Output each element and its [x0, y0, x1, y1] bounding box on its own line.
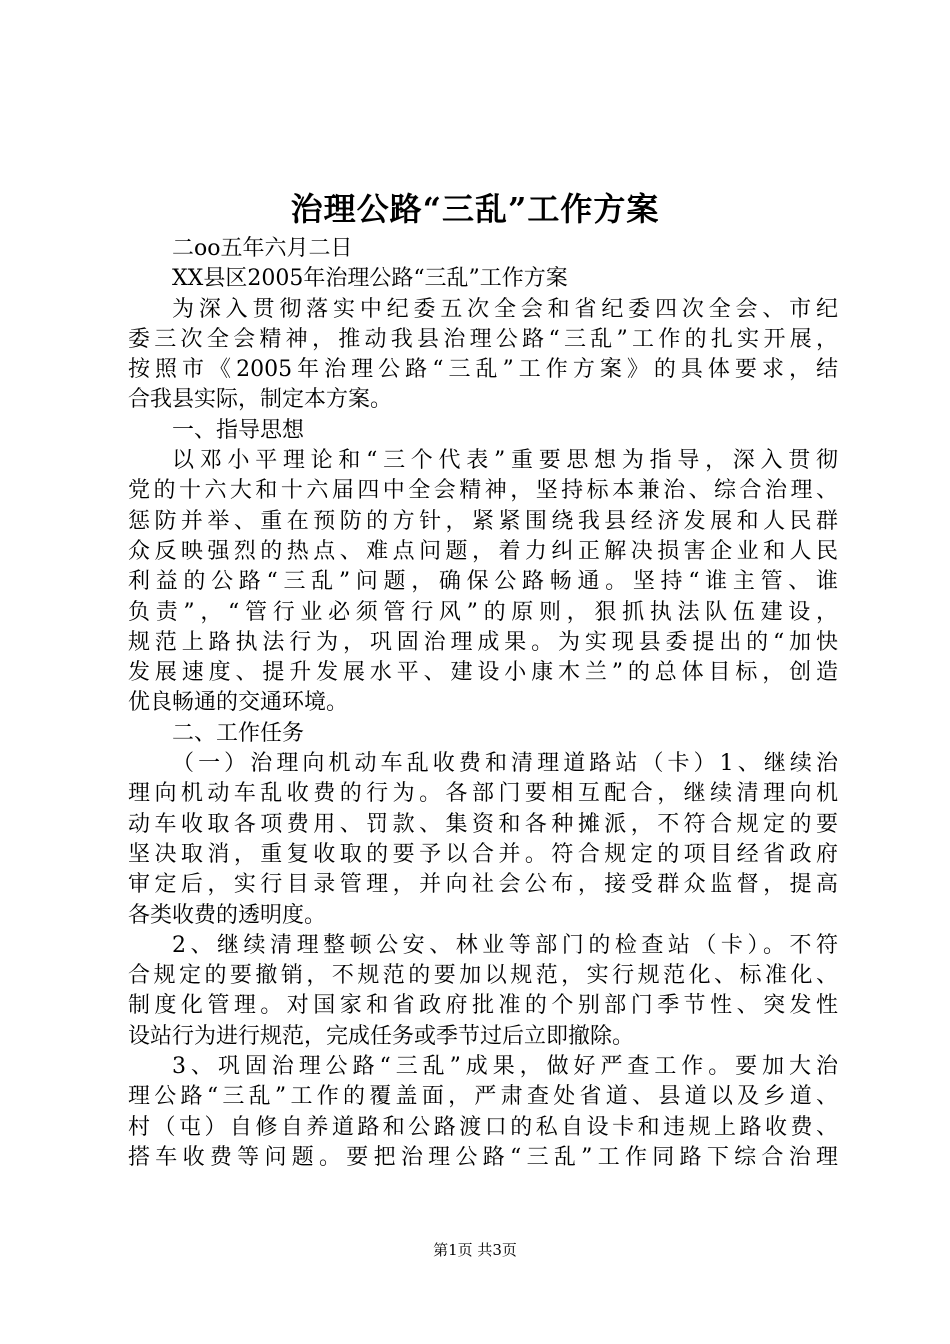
text-line: 2、继续清理整顿公安、林业等部门的检查站（卡）。不符 [172, 932, 838, 958]
text-line: 搭车收费等问题。要把治理公路“三乱”工作同路下综合治理 [128, 1144, 838, 1170]
text-line: 优良畅通的交通环境。 [128, 690, 349, 716]
document-body [128, 234, 838, 1173]
text-line: 3、巩固治理公路“三乱”成果，做好严查工作。要加大治 [172, 1054, 838, 1080]
text-line: 二oo五年六月二日 [172, 236, 353, 261]
text-line: 按照市《2005年治理公路“三乱”工作方案》的具体要求，结 [128, 357, 838, 383]
text-line: 负责”，“管行业必须管行风”的原则，狠抓执法队伍建设， [128, 599, 838, 625]
text-line: 制度化管理。对国家和省政府批准的个别部门季节性、突发性 [128, 993, 838, 1019]
text-line: XX县区2005年治理公路“三乱”工作方案 [172, 266, 568, 292]
text-line: 动车收取各项费用、罚款、集资和各种摊派，不符合规定的要 [128, 811, 838, 837]
text-line: 理公路“三乱”工作的覆盖面，严肃查处省道、县道以及乡道、 [128, 1084, 838, 1110]
text-line: 规范上路执法行为，巩固治理成果。为实现县委提出的“加快 [128, 629, 838, 655]
text-line: 众反映强烈的热点、难点问题，着力纠正解决损害企业和人民 [128, 538, 838, 564]
text-line: 为深入贯彻落实中纪委五次全会和省纪委四次全会、市纪 [172, 296, 838, 322]
text-line: 审定后，实行目录管理，并向社会公布，接受群众监督，提高 [128, 872, 838, 898]
text-line: 发展速度、提升发展水平、建设小康木兰”的总体目标，创造 [128, 660, 838, 686]
text-line: 设站行为进行规范，完成任务或季节过后立即撤除。 [128, 1023, 635, 1049]
text-line: 一、指导思想 [172, 417, 305, 443]
text-line: 各类收费的透明度。 [128, 902, 327, 928]
text-line: 二、工作任务 [172, 720, 305, 746]
text-line: 利益的公路“三乱”问题，确保公路畅通。坚持“谁主管、谁 [128, 569, 838, 595]
text-line: 村（屯）自修自养道路和公路渡口的私自设卡和违规上路收费、 [128, 1114, 838, 1140]
page-number: 第1页 共3页 [433, 1241, 517, 1259]
text-line: 合我县实际，制定本方案。 [128, 387, 393, 413]
text-line: 惩防并举、重在预防的方针，紧紧围绕我县经济发展和人民群 [128, 508, 838, 534]
text-line: 坚决取消，重复收取的要予以合并。符合规定的项目经省政府 [128, 841, 838, 867]
text-line: 党的十六大和十六届四中全会精神，坚持标本兼治、综合治理、 [128, 478, 838, 504]
text-line: 合规定的要撤销，不规范的要加以规范，实行规范化、标准化、 [128, 963, 838, 989]
text-line: 以邓小平理论和“三个代表”重要思想为指导，深入贯彻 [172, 448, 838, 474]
text-line: 委三次全会精神，推动我县治理公路“三乱”工作的扎实开展， [128, 326, 838, 352]
text-line: （一）治理向机动车乱收费和清理道路站（卡）1、继续治 [172, 751, 838, 777]
document-title: 治理公路“三乱”工作方案 [290, 190, 660, 228]
text-line: 理向机动车乱收费的行为。各部门要相互配合，继续清理向机 [128, 781, 838, 807]
